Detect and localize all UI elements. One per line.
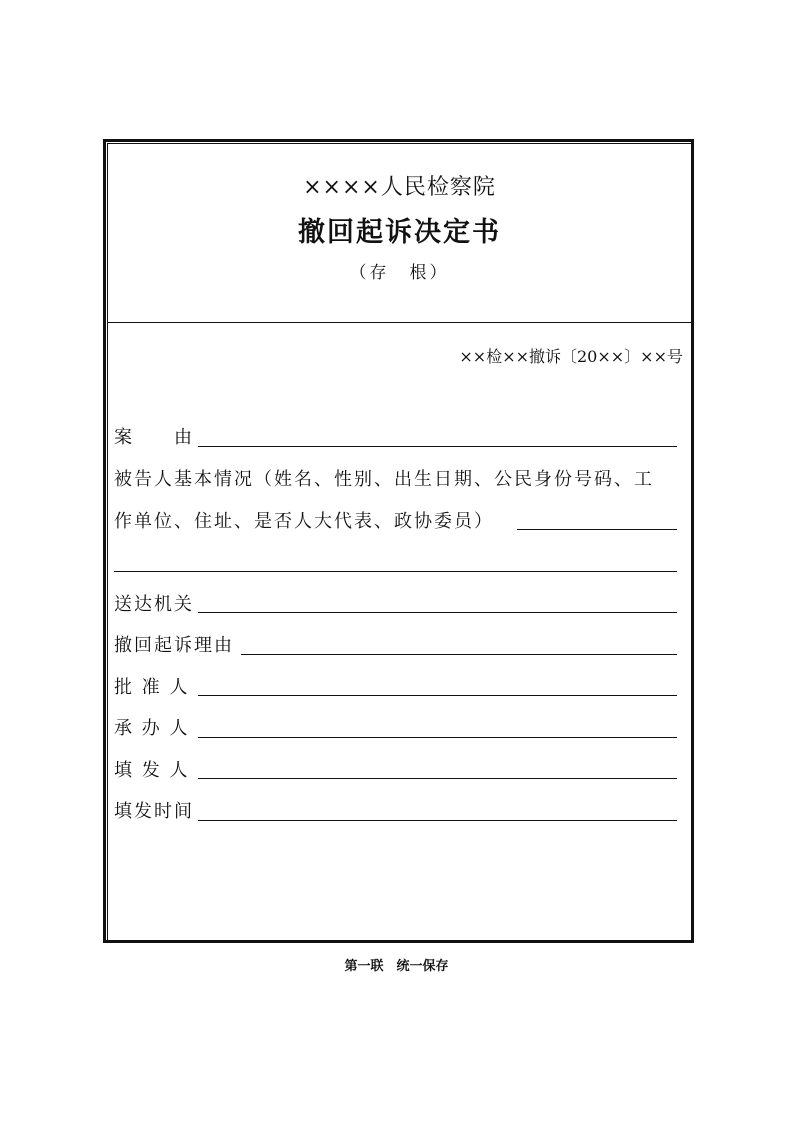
case-cause-line[interactable] — [198, 446, 677, 447]
withdrawal-reason-label: 撤回起诉理由 — [114, 635, 234, 656]
document-title: 撤回起诉决定书 — [298, 217, 501, 248]
issuer-label: 填 发 人 — [114, 760, 190, 781]
handler-line[interactable] — [198, 737, 677, 738]
court-name: ××××人民检察院 — [303, 175, 496, 200]
issuer-line[interactable] — [198, 778, 677, 779]
copy-label: （存 根） — [349, 263, 450, 283]
approver-label: 批 准 人 — [114, 677, 190, 698]
approver-line[interactable] — [198, 695, 677, 696]
issue-time-line[interactable] — [198, 820, 677, 821]
handler-label: 承 办 人 — [114, 718, 190, 739]
defendant-info-label-line2: 作单位、住址、是否人大代表、政协委员） — [114, 511, 494, 532]
header-divider — [107, 322, 692, 323]
delivery-agency-label: 送达机关 — [114, 594, 194, 615]
case-cause-label: 案 由 — [114, 427, 194, 448]
delivery-agency-line[interactable] — [198, 612, 677, 613]
defendant-info-line1[interactable] — [517, 529, 677, 530]
defendant-info-label-line1: 被告人基本情况（姓名、性别、出生日期、公民身份号码、工 — [114, 469, 654, 490]
withdrawal-reason-line[interactable] — [241, 654, 677, 655]
document-number: ××检××撤诉〔20××〕××号 — [459, 347, 683, 366]
defendant-info-line2[interactable] — [114, 571, 677, 572]
footer-note: 第一联 统一保存 — [344, 959, 449, 974]
issue-time-label: 填发时间 — [114, 801, 194, 822]
